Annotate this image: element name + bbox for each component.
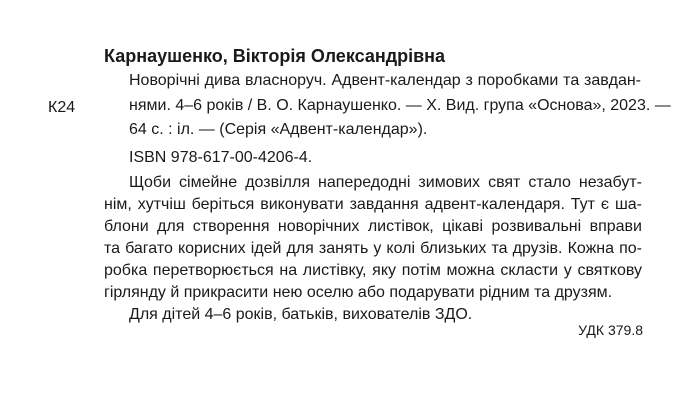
bibliographic-line: нями. 4–6 років / В. О. Карнаушенко. — Х. Вид. група «Основа», 2023. —	[129, 97, 671, 114]
bibliographic-line: 64 с. : іл. — (Серія «Адвент-календар»).	[129, 121, 428, 138]
description-line: нім, хутчіш беріться виконувати завдання адвент-календаря. Тут є ша-	[104, 196, 642, 213]
description-line: робка перетворюється на листівку, яку потім можна скласти у святкову	[104, 262, 642, 279]
audience-note: Для дітей 4–6 років, батьків, вихователів ЗДО.	[129, 306, 473, 323]
isbn: ISBN 978-617-00-4206-4.	[129, 149, 313, 166]
author-heading: Карнаушенко, Вікторія Олександрівна	[104, 46, 446, 66]
classification-code: К24	[48, 99, 76, 116]
bibliographic-line: Новорічні дива власноруч. Адвент-календар з поробками та завдан-	[129, 72, 641, 89]
description-line: Щоби сімейне дозвілля напередодні зимових свят стало незабут-	[129, 174, 642, 191]
description-line: гірлянду й прикрасити нею оселю або подарувати рідним та друзям.	[104, 284, 613, 301]
udc-code: УДК 379.8	[578, 322, 643, 338]
description-line: та багато корисних ідей для занять у колі близьких та друзів. Кожна по-	[104, 240, 642, 257]
description-line: блони для створення новорічних листівок, цікаві розвивальні вправи	[104, 218, 642, 235]
